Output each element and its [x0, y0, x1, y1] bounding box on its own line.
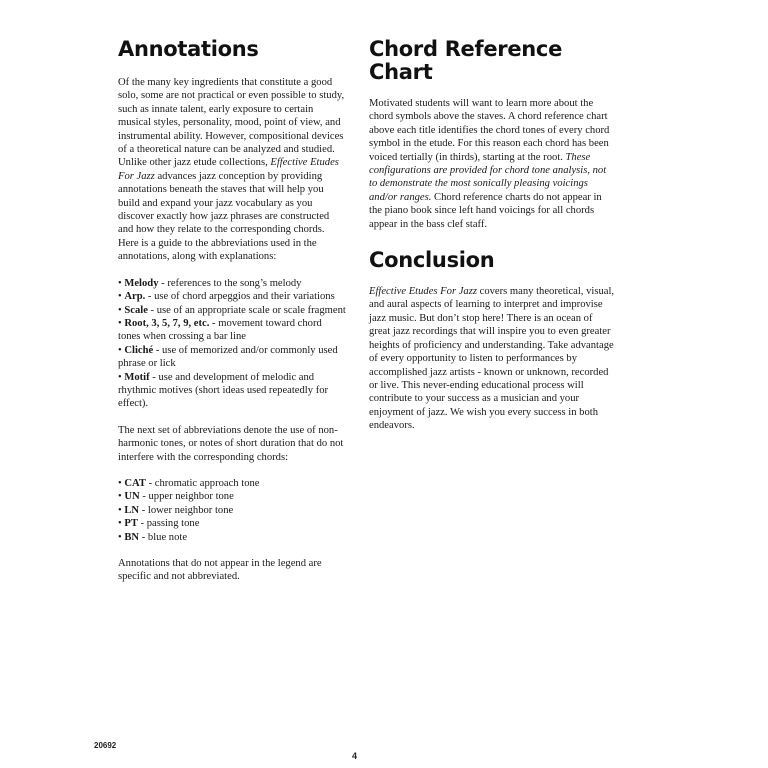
- list-item: • Motif - use and development of melodic and rhythmic motives (short ideas used repeatedly for effect).: [118, 371, 329, 410]
- footer-code: 20692: [94, 741, 117, 750]
- list-item-desc: - use of chord arpeggios and their variations: [145, 291, 335, 303]
- list-item-desc: - blue note: [139, 531, 188, 543]
- list-item-desc: - use of an appropriate scale or scale fragment: [147, 304, 346, 316]
- list-item: • PT - passing tone: [118, 518, 200, 530]
- annotations-intro-part1: Of the many key ingredients that constitute a good solo, some are not practical or even possible to study, such as innate talent, early exposure to certain musical styles, personality, mood, point of view, and instrumental ability. However, compositional devices of a theoretical nature can be analyzed and studied. Unlike other jazz etude collections,: [118, 77, 345, 169]
- list-item-term: Arp.: [124, 291, 146, 303]
- list-item: • CAT - chromatic approach tone: [118, 477, 260, 489]
- list-item-desc: - use of memorized and/or commonly used phrase or lick: [118, 344, 338, 370]
- annotations-intro: [118, 76, 346, 264]
- conclusion-body: covers many theoretical, visual, and aural aspects of learning to interpret and improvise jazz music. But don’t stop here! There is an ocean of great jazz recordings that will inspire you to even greater heights of proficiency and understanding. Take advantage of every opportunity to listen to performances by accomplished jazz artists - known or unknown, recorded or live. This never-ending educational process will contribute to your success as a musician and your enjoyment of jazz. We wish you every success in both endeavors.: [369, 286, 615, 432]
- nonharmonic-list: [118, 477, 346, 544]
- list-item-term: Melody: [124, 277, 159, 289]
- list-item-term: Scale: [124, 304, 148, 316]
- chord-reference-heading-line2: Chart: [369, 60, 433, 84]
- list-item: • Arp. - use of chord arpeggios and their variations: [118, 291, 335, 303]
- chord-reference-text-part1: Motivated students will want to learn more about the chord symbols above the staves. A chord reference chart above each title identifies the chord tones of every chord symbol in the etude. For this reason each chord has been voiced tertially (in thirds), starting at the root.: [369, 98, 610, 163]
- annotations-heading: Annotations: [118, 37, 259, 61]
- list-item-term: Cliché: [124, 344, 154, 356]
- chord-reference-text-italic: These configurations are provided for chord tone analysis, not to demonstrate the most sonically pleasing voicings and/or ranges.: [369, 151, 607, 203]
- annotations-closing: Annotations that do not appear in the legend are specific and not abbreviated.: [118, 558, 322, 583]
- annotations-intro-part2: advances jazz conception by providing annotations beneath the staves that will help you build and expand your jazz vocabulary as you discover exactly how jazz phrases are constructed and how they relate to the corresponding chords. Here is a guide to the abbreviations used in the annotations, along with explanations:: [118, 170, 330, 263]
- list-item-term: BN: [124, 531, 140, 543]
- conclusion-heading: Conclusion: [369, 248, 495, 273]
- chord-reference-text-part2: Chord reference charts do not appear in the piano book since left hand voicings for all chords appear in the bass clef staff.: [369, 191, 602, 230]
- list-item-desc: - upper neighbor tone: [139, 491, 234, 503]
- list-item: • BN - blue note: [118, 531, 188, 543]
- list-item: • Cliché - use of memorized and/or commonly used phrase or lick: [118, 344, 338, 370]
- list-item: • LN - lower neighbor tone: [118, 504, 234, 516]
- list-item-desc: - references to the song’s melody: [158, 277, 302, 289]
- chord-reference-heading: [369, 38, 615, 84]
- annotations-column: [118, 38, 346, 584]
- conclusion-book-title: Effective Etudes For Jazz: [369, 286, 477, 298]
- list-item-term: UN: [124, 491, 140, 503]
- list-item-desc: - passing tone: [137, 518, 200, 530]
- list-item-term: PT: [124, 518, 138, 530]
- annotations-intro-book-title: Effective Etudes For Jazz: [118, 157, 339, 182]
- list-item-desc: - lower neighbor tone: [139, 504, 234, 516]
- list-item-term: LN: [124, 504, 140, 516]
- list-item-desc: - chromatic approach tone: [145, 477, 260, 489]
- list-item-desc: - use and development of melodic and rhythmic motives (short ideas used repeatedly for effect).: [118, 371, 329, 410]
- list-item: • Scale - use of an appropriate scale or scale fragment: [118, 304, 346, 316]
- right-column: [369, 38, 615, 433]
- nonharmonic-intro: The next set of abbreviations denote the use of non-harmonic tones, or notes of short duration that do not interfere with the corresponding chords:: [118, 424, 344, 463]
- list-item-term: Root, 3, 5, 7, 9, etc.: [124, 317, 210, 329]
- list-item-term: Motif: [124, 371, 150, 383]
- list-item: • UN - upper neighbor tone: [118, 491, 234, 503]
- abbreviation-list: [118, 277, 346, 411]
- page-number: 4: [352, 751, 358, 761]
- chord-reference-text: [369, 97, 615, 231]
- conclusion-text: [369, 285, 615, 432]
- list-item-term: CAT: [124, 477, 146, 489]
- list-item-desc: - movement toward chord tones when crossing a bar line: [118, 317, 322, 343]
- chord-reference-heading-line1: Chord Reference: [369, 37, 563, 61]
- list-item: • Root, 3, 5, 7, 9, etc. - movement toward chord tones when crossing a bar line: [118, 317, 322, 343]
- list-item: • Melody - references to the song’s melody: [118, 277, 302, 289]
